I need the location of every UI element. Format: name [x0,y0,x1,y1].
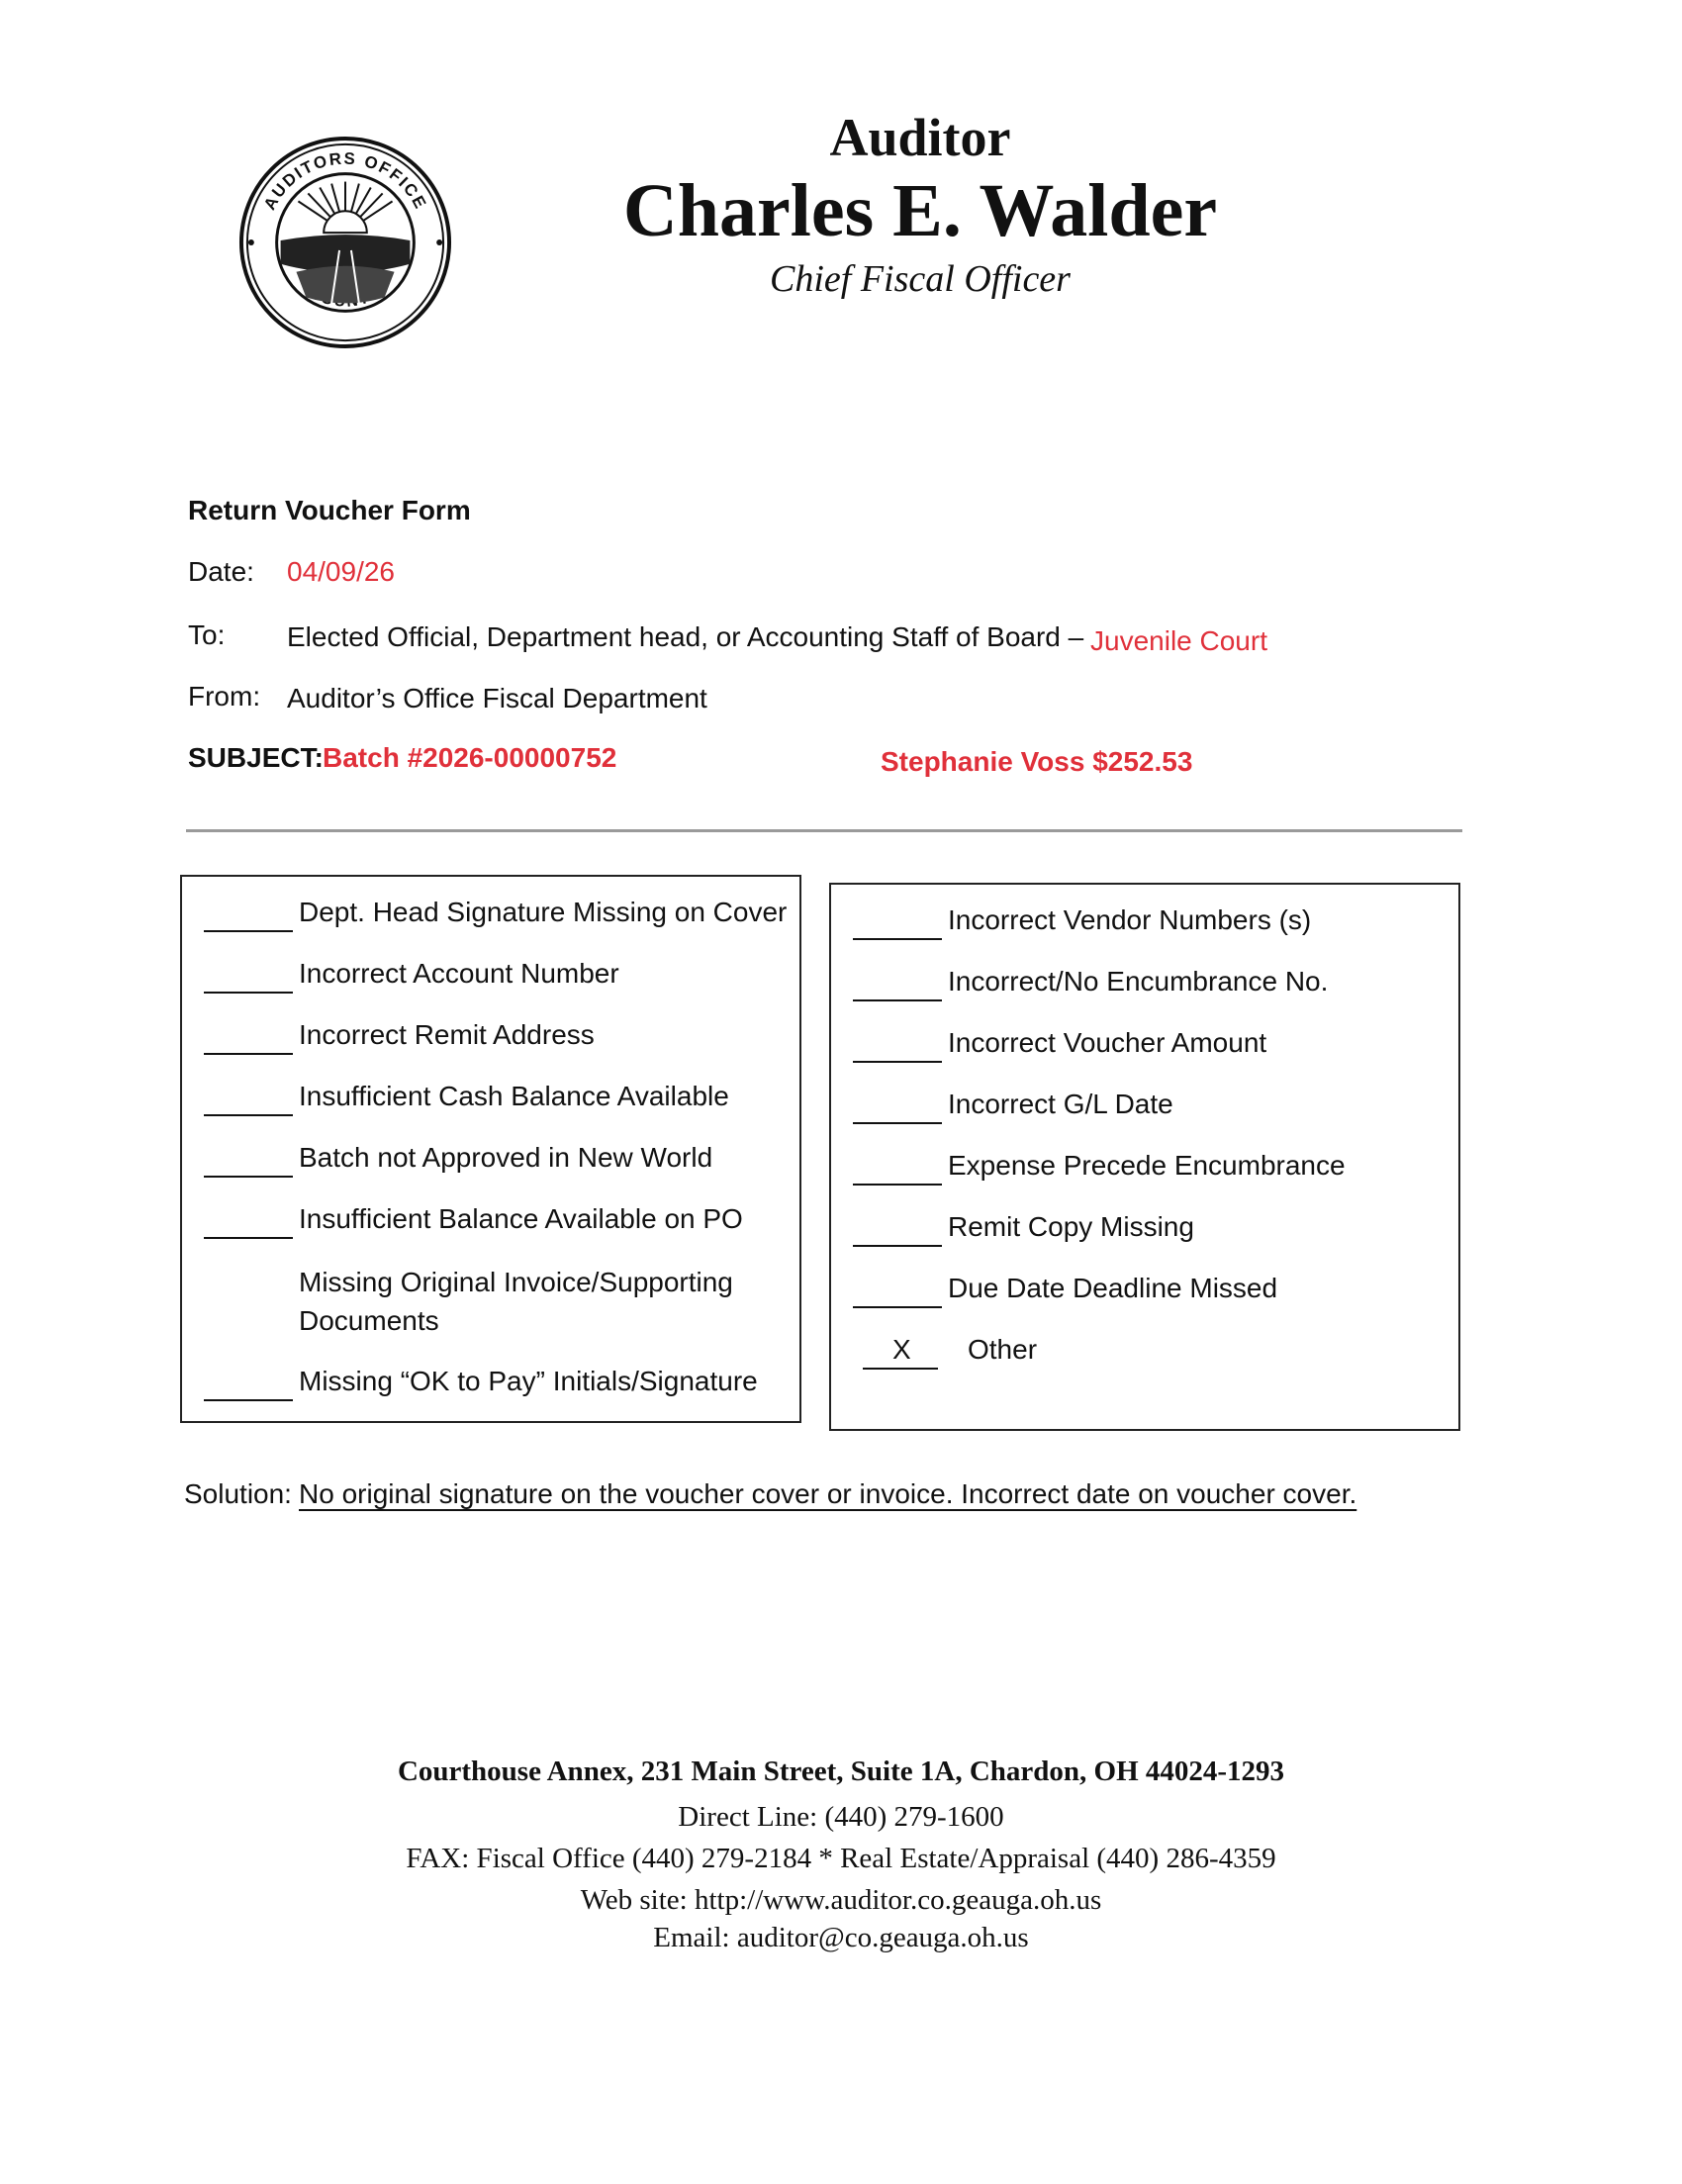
checklist-item-label: Incorrect Vendor Numbers (s) [948,904,1312,935]
footer-direct-line: Direct Line: (440) 279-1600 [678,1801,1004,1833]
subject-label: SUBJECT: [188,742,324,773]
header-auditor-label: Auditor [829,108,1011,167]
check-blank[interactable] [204,1053,293,1055]
checklist-item-label: Remit Copy Missing [948,1211,1194,1242]
check-blank[interactable] [204,1237,293,1239]
checklist-item-label: Incorrect Account Number [299,958,619,989]
footer-address: Courthouse Annex, 231 Main Street, Suite 1A, Chardon, OH 44024-1293 [397,1756,1285,1787]
header-title: Chief Fiscal Officer [770,258,1071,300]
checklist-item-label: Missing Original Invoice/Supporting Documents [299,1267,733,1336]
checklist-item-label: Incorrect Voucher Amount [948,1027,1267,1058]
check-blank[interactable] [853,1184,942,1186]
to-label: To: [188,619,226,650]
check-blank[interactable] [853,1122,942,1124]
footer-fax: FAX: Fiscal Office (440) 279-2184 * Real Estate/Appraisal (440) 286-4359 [406,1843,1276,1874]
check-blank[interactable] [853,1061,942,1063]
check-blank[interactable] [863,1368,938,1370]
subject-payee: Stephanie Voss $252.53 [881,746,1193,777]
check-blank[interactable] [204,992,293,994]
check-blank[interactable] [853,1306,942,1308]
seal-text-top: AUDITORS OFFICE [259,148,431,214]
check-blank[interactable] [853,999,942,1001]
check-blank[interactable] [204,1176,293,1178]
checklist-item-label: Dept. Head Signature Missing on Cover [299,897,788,927]
checklist-item-label: Expense Precede Encumbrance [948,1150,1346,1181]
checklist-item-label: Due Date Deadline Missed [948,1273,1278,1303]
checklist-item-label: Incorrect Remit Address [299,1019,595,1050]
to-department: Juvenile Court [1090,625,1267,656]
check-blank[interactable] [853,1245,942,1247]
county-seal-logo [237,135,453,350]
subject-batch: Batch #2026-00000752 [323,742,617,773]
check-blank[interactable] [204,1399,293,1401]
solution-label: Solution: [184,1478,292,1509]
footer-email[interactable]: Email: auditor@co.geauga.oh.us [653,1922,1029,1953]
check-blank[interactable] [853,938,942,940]
check-mark: X [892,1334,911,1365]
footer-website[interactable]: Web site: http://www.auditor.co.geauga.oh.us [580,1884,1102,1916]
checklist-item-label: Insufficient Balance Available on PO [299,1203,743,1234]
checklist-item-label: Incorrect/No Encumbrance No. [948,966,1329,997]
checklist-item-label: Batch not Approved in New World [299,1142,713,1173]
checklist-item-label: Incorrect G/L Date [948,1089,1173,1119]
checklist-item-label: Insufficient Cash Balance Available [299,1081,729,1111]
to-value: Elected Official, Department head, or Accounting Staff of Board – [287,621,1084,652]
date-value: 04/09/26 [287,556,395,587]
check-blank[interactable] [204,1114,293,1116]
checklist-left [180,875,801,1423]
section-divider [186,829,1462,832]
checklist-right [829,883,1460,1431]
form-title: Return Voucher Form [188,495,471,525]
check-blank[interactable] [204,930,293,932]
solution-text: No original signature on the voucher cover or invoice. Incorrect date on voucher cover. [299,1478,1357,1509]
checklist-item-label: Other [968,1334,1038,1365]
from-label: From: [188,681,261,712]
checklist-item-label: Missing “OK to Pay” Initials/Signature [299,1366,758,1396]
date-label: Date: [188,556,254,587]
from-value: Auditor’s Office Fiscal Department [287,683,707,713]
header-name: Charles E. Walder [622,169,1218,252]
